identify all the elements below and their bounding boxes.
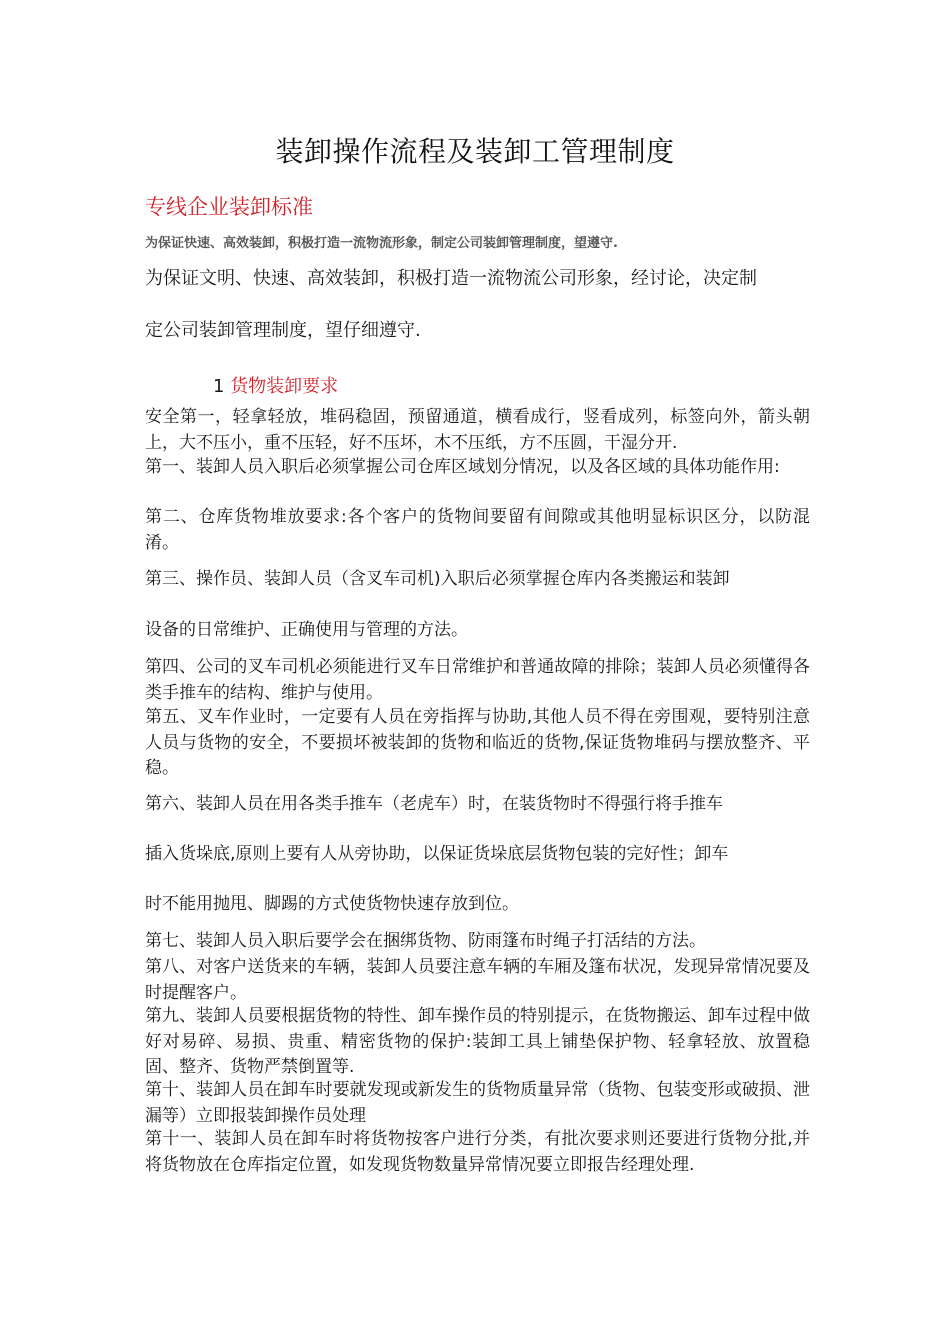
- para-6-line-2: 插入货垛底,原则上要有人从旁协助，以保证货垛底层货物包装的完好性；卸车: [145, 844, 729, 864]
- para-10: 第十、装卸人员在卸车时要就发现或新发生的货物质量异常（货物、包装变形或破损、泄漏等）立即报装卸操作员处理: [145, 1080, 810, 1126]
- para-3-line-2: 设备的日常维护、正确使用与管理的方法。: [145, 620, 468, 640]
- para-11: 第十一、装卸人员在卸车时将货物按客户进行分类，有批次要求则还要进行货物分批,并将货物放在仓库指定位置，如发现货物数量异常情况要立即报告经理处理.: [145, 1129, 810, 1175]
- para-8: 第八、对客户送货来的车辆，装卸人员要注意车辆的车厢及篷布状况，发现异常情况要及时提醒客户。: [145, 957, 810, 1003]
- para-5: 第五、叉车作业时，一定要有人员在旁指挥与协助,其他人员不得在旁围观，要特别注意人员与货物的安全，不要损坏被装卸的货物和临近的货物,保证货物堆码与摆放整齐、平稳。: [145, 707, 810, 778]
- bold-note: 为保证快速、高效装卸，积极打造一流物流形象，制定公司装卸管理制度，望遵守.: [145, 236, 618, 251]
- section-subtitle: 专线企业装卸标准: [145, 195, 313, 219]
- intro-line-1: 为保证文明、快速、高效装卸，积极打造一流物流公司形象，经讨论，决定制: [145, 268, 757, 289]
- section-number: 1: [213, 376, 225, 397]
- para-7: 第七、装卸人员入职后要学会在捆绑货物、防雨篷布时绳子打活结的方法。: [145, 931, 706, 951]
- para-safety: 安全第一，轻拿轻放，堆码稳固，预留通道，横看成行，竖看成列，标签向外，箭头朝上，大不压小，重不压轻，好不压坏，木不压纸，方不压圆，干湿分开.: [145, 407, 810, 453]
- section-heading: [213, 374, 338, 400]
- para-9: 第九、装卸人员要根据货物的特性、卸车操作员的特别提示，在货物搬运、卸车过程中做好对易碎、易损、贵重、精密货物的保护:装卸工具上铺垫保护物、轻拿轻放、放置稳固、整齐、货物严禁倒置等.: [145, 1006, 810, 1077]
- para-2: 第二、仓库货物堆放要求:各个客户的货物间要留有间隙或其他明显标识区分，以防混淆。: [145, 507, 810, 553]
- para-1: 第一、装卸人员入职后必须掌握公司仓库区域划分情况，以及各区域的具体功能作用:: [145, 457, 780, 477]
- para-6-line-1: 第六、装卸人员在用各类手推车（老虎车）时，在装货物时不得强行将手推车: [145, 794, 723, 814]
- para-3-line-1: 第三、操作员、装卸人员（含叉车司机)入职后必须掌握仓库内各类搬运和装卸: [145, 569, 730, 589]
- document-title: 装卸操作流程及装卸工管理制度: [275, 135, 675, 168]
- intro-line-2: 定公司装卸管理制度，望仔细遵守.: [145, 320, 421, 341]
- para-6-line-3: 时不能用抛甩、脚踢的方式使货物快速存放到位。: [145, 894, 519, 914]
- para-4: 第四、公司的叉车司机必须能进行叉车日常维护和普通故障的排除；装卸人员必须懂得各类手推车的结构、维护与使用。: [145, 657, 810, 703]
- section-title: 货物装卸要求: [230, 376, 339, 397]
